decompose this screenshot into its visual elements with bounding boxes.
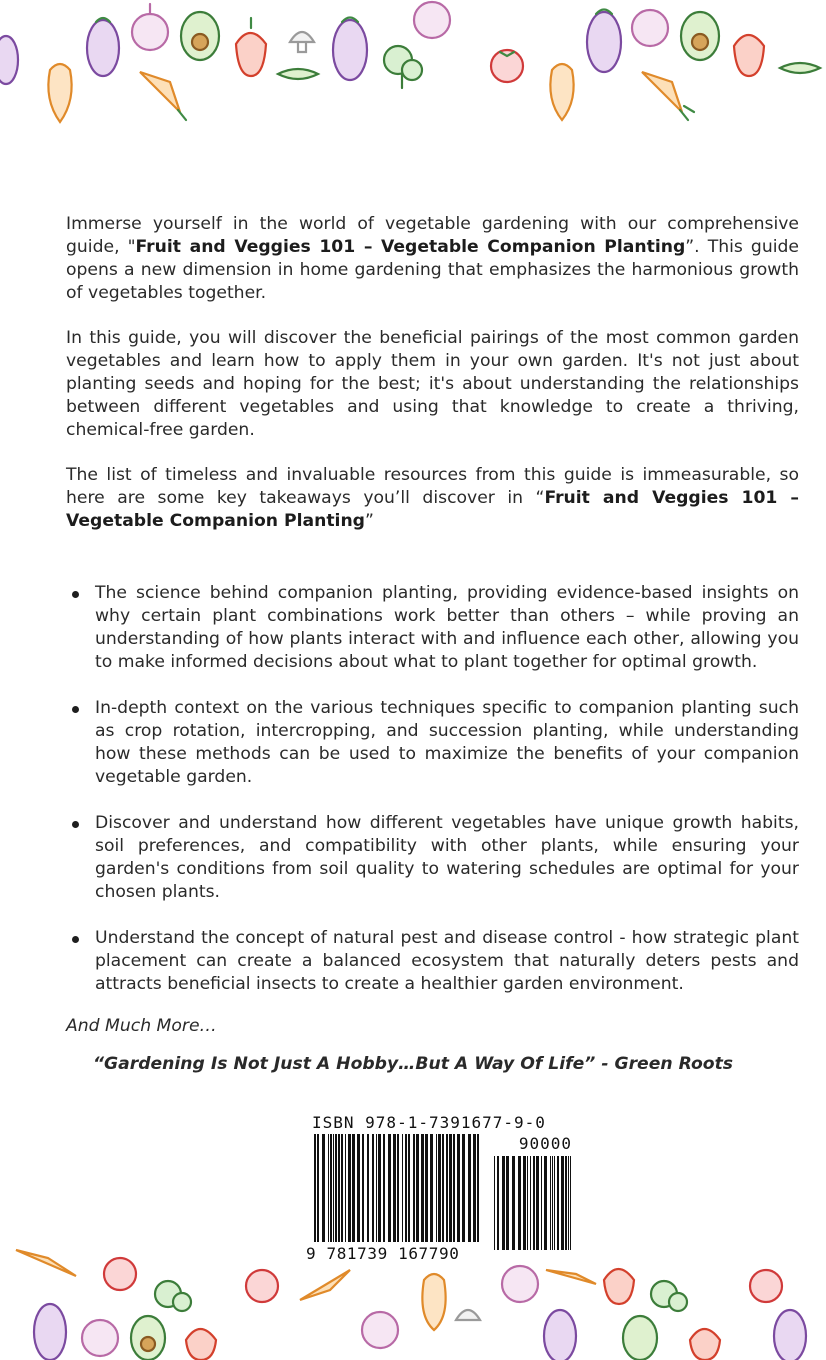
bullet-icon xyxy=(72,936,79,943)
eggplant-icon xyxy=(0,36,18,84)
barcode-bar xyxy=(570,1156,571,1250)
barcode-bar xyxy=(453,1134,455,1242)
eggplant-icon xyxy=(34,1304,66,1360)
barcode-bar xyxy=(367,1134,369,1242)
barcode-bar xyxy=(328,1134,329,1242)
barcode-digits: 9 781739 167790 xyxy=(306,1244,460,1263)
barcode-bar xyxy=(565,1156,567,1250)
list-item: Understand the concept of natural pest and disease control - how strategic plant placement can create a balanced ecosystem that naturally deters pests and attracts beneficial insects to create a healthier garden environment. xyxy=(66,927,799,996)
mushroom-icon xyxy=(456,1310,480,1320)
intro-paragraph-2: In this guide, you will discover the beneficial pairings of the most common garden vegetables and learn how to apply them in your own garden. It's not just about planting seeds and hoping for the best; it's about understanding the relationships between different vegetables and using that knowledge to create a thriving, chemical-free garden. xyxy=(66,328,799,440)
onion-icon xyxy=(632,10,668,46)
barcode-bar xyxy=(457,1134,460,1242)
barcode-bar xyxy=(494,1156,495,1250)
barcode-bar xyxy=(317,1134,319,1242)
onion-icon xyxy=(132,4,168,50)
pepper-icon xyxy=(690,1329,720,1360)
barcode-bar xyxy=(333,1134,334,1242)
pepper-icon xyxy=(236,18,266,76)
squash-icon xyxy=(422,1274,445,1330)
barcode-bar xyxy=(352,1134,355,1242)
barcode-bar xyxy=(497,1156,499,1250)
barcode-bar xyxy=(523,1156,526,1250)
barcode-bar xyxy=(416,1134,419,1242)
barcode-bar xyxy=(408,1134,410,1242)
price-code: 90000 xyxy=(518,1134,572,1153)
barcode-bar xyxy=(335,1134,337,1242)
squash-icon xyxy=(550,64,573,120)
barcode-bar xyxy=(362,1134,364,1242)
barcode-bar xyxy=(322,1134,325,1242)
list-item: Discover and understand how different vegetables have unique growth habits, soil preferences, and compatibility with other plants, while ensuring your garden's conditions from soil quality to watering schedules are optimal for your chosen plants. xyxy=(66,812,799,904)
barcode-bar xyxy=(345,1134,346,1242)
eggplant-icon xyxy=(587,10,621,73)
bullet-icon xyxy=(72,821,79,828)
barcode-bar xyxy=(388,1134,391,1242)
barcode-bar xyxy=(552,1156,553,1250)
barcode-bar xyxy=(533,1156,535,1250)
barcode-bar xyxy=(518,1156,521,1250)
carrot-icon xyxy=(300,1270,350,1300)
barcode-bar xyxy=(502,1156,505,1250)
barcode-bar xyxy=(554,1156,555,1250)
carrot-icon xyxy=(546,1270,596,1284)
eggplant-icon xyxy=(774,1310,806,1360)
broccoli-icon xyxy=(651,1281,687,1311)
barcode xyxy=(314,1134,480,1250)
barcode-bar xyxy=(561,1156,564,1250)
barcode-bar xyxy=(376,1134,377,1242)
description xyxy=(66,213,799,533)
book-title: Fruit and Veggies 101 – Vegetable Companion Planting xyxy=(135,237,686,257)
barcode-bar xyxy=(468,1134,471,1242)
barcode-bar xyxy=(512,1156,515,1250)
barcode-bar xyxy=(383,1134,385,1242)
list-item: In-depth context on the various techniques specific to companion planting such as crop rotation, intercropping, and succession planting, while understanding how these methods can be used to maximize the benefits of your companion vegetable garden. xyxy=(66,697,799,789)
barcode-bar xyxy=(506,1156,509,1250)
barcode-bar xyxy=(378,1134,381,1242)
barcode-bar xyxy=(530,1156,531,1250)
and-much-more: And Much More… xyxy=(66,1016,217,1036)
squash-icon xyxy=(48,64,71,122)
intro-paragraph-3: The list of timeless and invaluable resources from this guide is immeasurable, so here are some key takeaways you’ll discover in “Fruit and Veggies 101 – Vegetable Companion Planting” xyxy=(66,465,799,531)
barcode-bar xyxy=(357,1134,360,1242)
carrot-icon xyxy=(140,72,186,120)
barcode-bar xyxy=(402,1134,403,1242)
bullet-icon xyxy=(72,706,79,713)
barcode-bar xyxy=(425,1134,428,1242)
barcode-bar xyxy=(436,1134,437,1242)
eggplant-icon xyxy=(333,18,367,81)
barcode-bar xyxy=(348,1134,351,1242)
barcode-bar xyxy=(568,1156,569,1250)
list-item: The science behind companion planting, providing evidence-based insights on why certain plant combinations work better than others – while proving an understanding of how plants interact with and influence each other, allowing you to make informed decisions about what to plant together for optimal growth. xyxy=(66,582,799,674)
broccoli-icon xyxy=(155,1281,191,1311)
vegetable-pattern-top xyxy=(0,0,826,140)
onion-icon xyxy=(502,1266,538,1302)
barcode-bar xyxy=(438,1134,441,1242)
onion-icon xyxy=(414,2,450,38)
barcode-bar xyxy=(544,1156,547,1250)
barcode-bar xyxy=(397,1134,399,1242)
barcode-bar xyxy=(314,1134,316,1242)
avocado-icon xyxy=(623,1316,657,1360)
takeaways-list xyxy=(66,582,799,996)
broccoli-icon xyxy=(384,46,422,88)
barcode-bar xyxy=(473,1134,476,1242)
barcode-bar xyxy=(536,1156,539,1250)
pepper-icon xyxy=(604,1269,634,1304)
onion-icon xyxy=(82,1320,118,1356)
intro-paragraph-1: Immerse yourself in the world of vegetable gardening with our comprehensive guide, "Fruit and Veggies 101 – Vegetable Companion Planting”. This guide opens a new dimension in home gardening that emphasizes the harmonious growth of vegetables together. xyxy=(66,214,799,303)
barcode-bar xyxy=(413,1134,415,1242)
eggplant-icon xyxy=(544,1310,576,1360)
tomato-icon xyxy=(491,50,523,82)
barcode-bar xyxy=(421,1134,424,1242)
mushroom-icon xyxy=(290,32,314,52)
avocado-icon xyxy=(131,1316,165,1360)
onion-icon xyxy=(362,1312,398,1348)
avocado-icon xyxy=(681,12,719,60)
avocado-icon xyxy=(181,12,219,60)
barcode-bar xyxy=(430,1134,433,1242)
bullet-icon xyxy=(72,591,79,598)
barcode-bar xyxy=(372,1134,374,1242)
barcode-bar xyxy=(338,1134,340,1242)
barcode-bar xyxy=(405,1134,407,1242)
barcode-bar xyxy=(462,1134,465,1242)
vegetable-pattern-bottom xyxy=(0,1240,826,1360)
pepper-icon xyxy=(734,35,764,76)
barcode-bar xyxy=(541,1156,542,1250)
eggplant-icon xyxy=(87,18,119,76)
carrot-icon xyxy=(16,1250,76,1276)
book-title: Fruit and Veggies 101 – Vegetable Companion Planting xyxy=(66,488,799,531)
barcode-bar xyxy=(477,1134,479,1242)
barcode-bar xyxy=(550,1156,551,1250)
carrot-icon xyxy=(642,72,694,120)
tomato-icon xyxy=(104,1258,136,1290)
barcode-bar xyxy=(449,1134,452,1242)
barcode-bar xyxy=(341,1134,343,1242)
pepper-icon xyxy=(186,1329,216,1360)
barcode-bar xyxy=(527,1156,528,1250)
quote: “Gardening Is Not Just A Hobby…But A Way Of Life” - Green Roots xyxy=(92,1054,734,1074)
barcode-bar xyxy=(330,1134,332,1242)
barcode-bar xyxy=(442,1134,444,1242)
barcode-bar xyxy=(393,1134,396,1242)
barcode-bar xyxy=(446,1134,448,1242)
tomato-icon xyxy=(750,1270,782,1302)
tomato-icon xyxy=(246,1270,278,1302)
barcode-bar xyxy=(557,1156,559,1250)
isbn-label: ISBN 978-1-7391677-9-0 xyxy=(312,1113,546,1132)
barcode-addon xyxy=(494,1156,572,1250)
